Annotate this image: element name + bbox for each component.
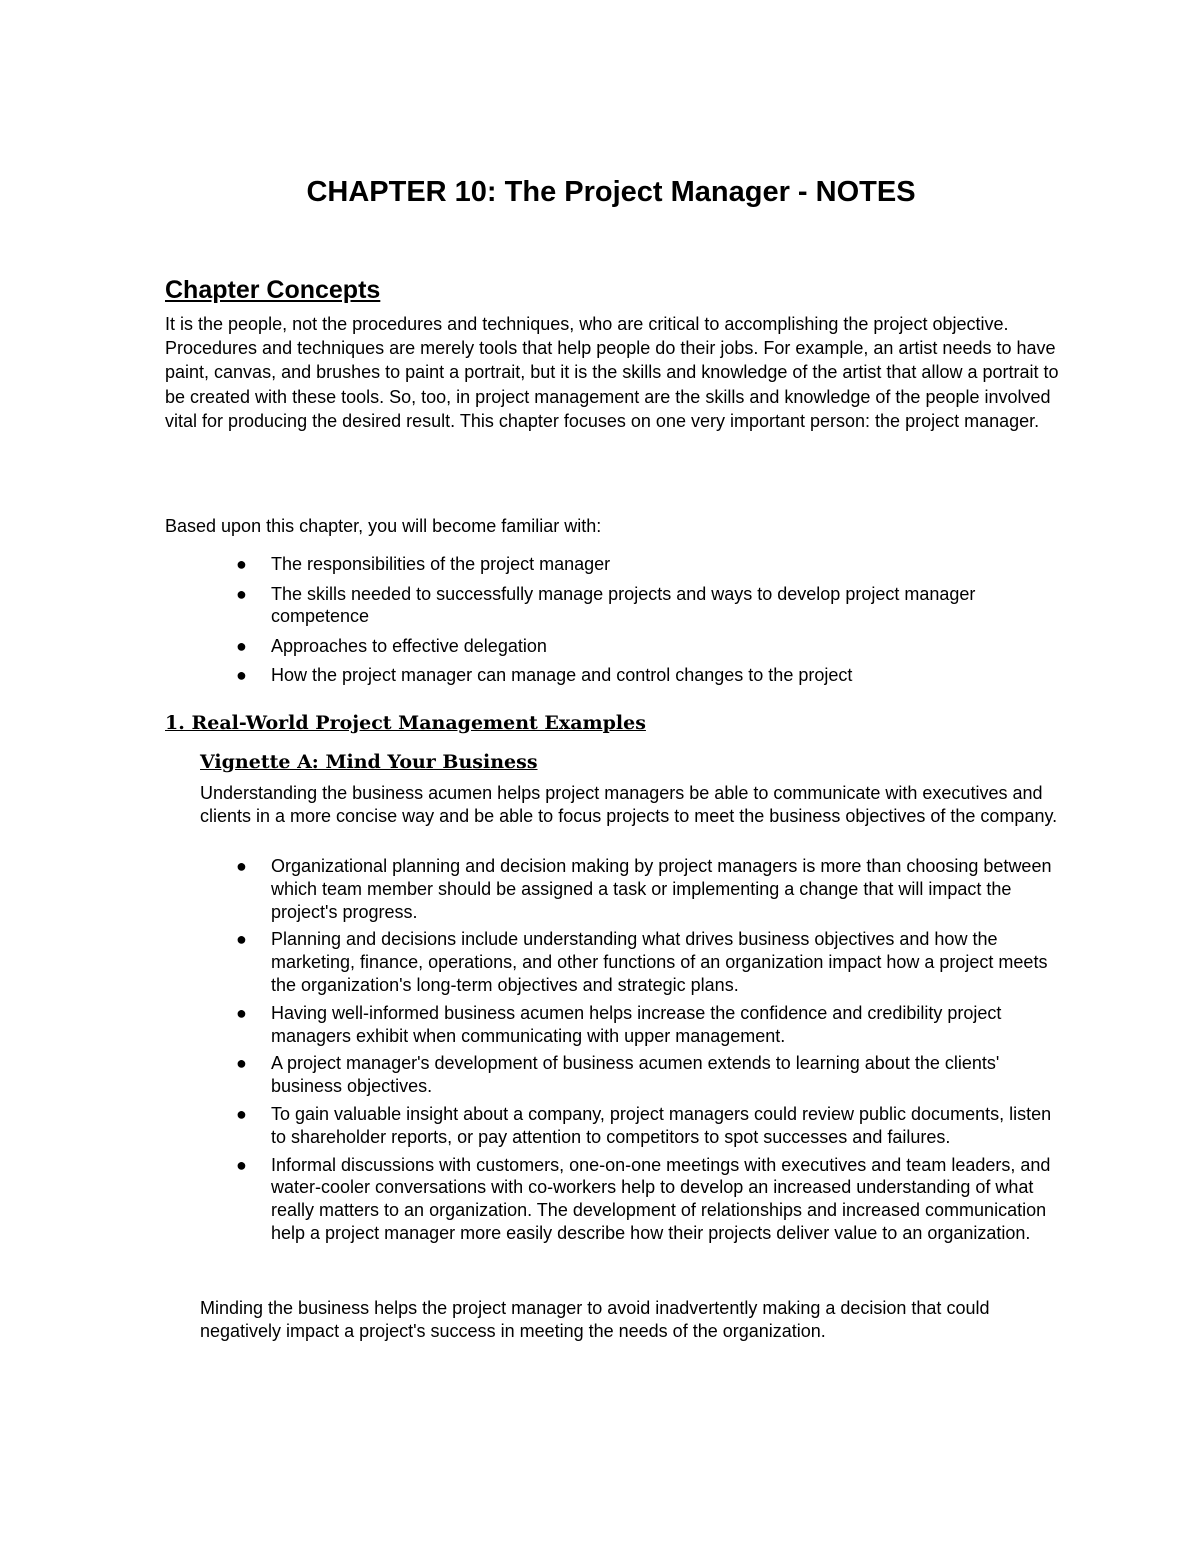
bullet-icon: ● (236, 554, 247, 574)
chapter-concepts-paragraph: It is the people, not the procedures and techniques, who are critical to accomplishing the project objective. Procedures and techniques are merely tools that help people do their jobs. For example, an artist needs to have paint, canvas, and brushes to paint a portrait, but it is the skills and knowledge of the artist that allow a portrait to be created with these tools. So, too, in project management are the skills and knowledge of the people involved vital for producing the desired result. This chapter focuses on one very important person: the project manager. (165, 314, 1059, 431)
list-item-text: Approaches to effective delegation (271, 635, 547, 656)
list-item-text: Organizational planning and decision making by project managers is more than choosing between which team member should be assigned a task or implementing a change that will impact the project's progress. (271, 856, 1052, 922)
list-item (165, 855, 1065, 923)
list-item-text: How the project manager can manage and control changes to the project (271, 665, 853, 685)
bullet-icon: ● (236, 1154, 247, 1175)
list-item-text: The skills needed to successfully manage projects and ways to develop project manager competence (271, 583, 976, 626)
list-item (165, 1052, 1065, 1098)
section-1-heading: 1. Real-World Project Management Examples (165, 712, 646, 734)
list-item (165, 1002, 1065, 1048)
learning-objectives-list (165, 553, 1065, 694)
list-item (165, 1103, 1065, 1149)
bullet-icon: ● (236, 665, 247, 685)
list-item-text: To gain valuable insight about a company, project managers could review public documents, listen to shareholder reports, or pay attention to competitors to spot successes and failures. (271, 1103, 1052, 1147)
list-item-text: A project manager's development of business acumen extends to learning about the clients' business objectives. (271, 1053, 1000, 1097)
bullet-icon: ● (236, 929, 247, 950)
list-item-text: Planning and decisions include understanding what drives business objectives and how the marketing, finance, operations, and other functions of an organization impact how a project meets the organization's long-term objectives and strategic plans. (271, 929, 1048, 995)
learning-lead-in: Based upon this chapter, you will become familiar with: (165, 516, 602, 536)
list-item (165, 635, 1065, 658)
vignette-a-title: Vignette A: Mind Your Business (200, 751, 538, 773)
list-item (165, 664, 1065, 687)
bullet-icon: ● (236, 583, 247, 604)
vignette-intro-paragraph: Understanding the business acumen helps project managers be able to communicate with executives and clients in a more concise way and be able to focus projects to meet the business objectives of the company. (200, 783, 1058, 826)
list-item (165, 583, 1065, 628)
page-title: CHAPTER 10: The Project Manager - NOTES (306, 176, 916, 208)
list-item (165, 1154, 1065, 1245)
bullet-icon: ● (236, 1103, 247, 1124)
bullet-icon: ● (236, 635, 247, 656)
vignette-bullet-list (165, 855, 1065, 1250)
bullet-icon: ● (236, 1002, 247, 1023)
list-item-text: The responsibilities of the project manager (271, 554, 611, 574)
list-item (165, 553, 1065, 576)
vignette-closing-paragraph: Minding the business helps the project manager to avoid inadvertently making a decision that could negatively impact a project's success in meeting the needs of the organization. (200, 1298, 990, 1341)
chapter-concepts-heading: Chapter Concepts (165, 276, 381, 304)
bullet-icon: ● (236, 856, 247, 876)
bullet-icon: ● (236, 1053, 247, 1074)
list-item (165, 928, 1065, 996)
list-item-text: Informal discussions with customers, one-on-one meetings with executives and team leaders, and water-cooler conversations with co-workers help to develop an increased understanding of what really matters to an organization. The development of relationships and increased communication help a project manager more easily describe how their projects deliver value to an organization. (271, 1154, 1051, 1243)
list-item-text: Having well-informed business acumen helps increase the confidence and credibility project managers exhibit when communicating with upper management. (271, 1002, 1002, 1046)
